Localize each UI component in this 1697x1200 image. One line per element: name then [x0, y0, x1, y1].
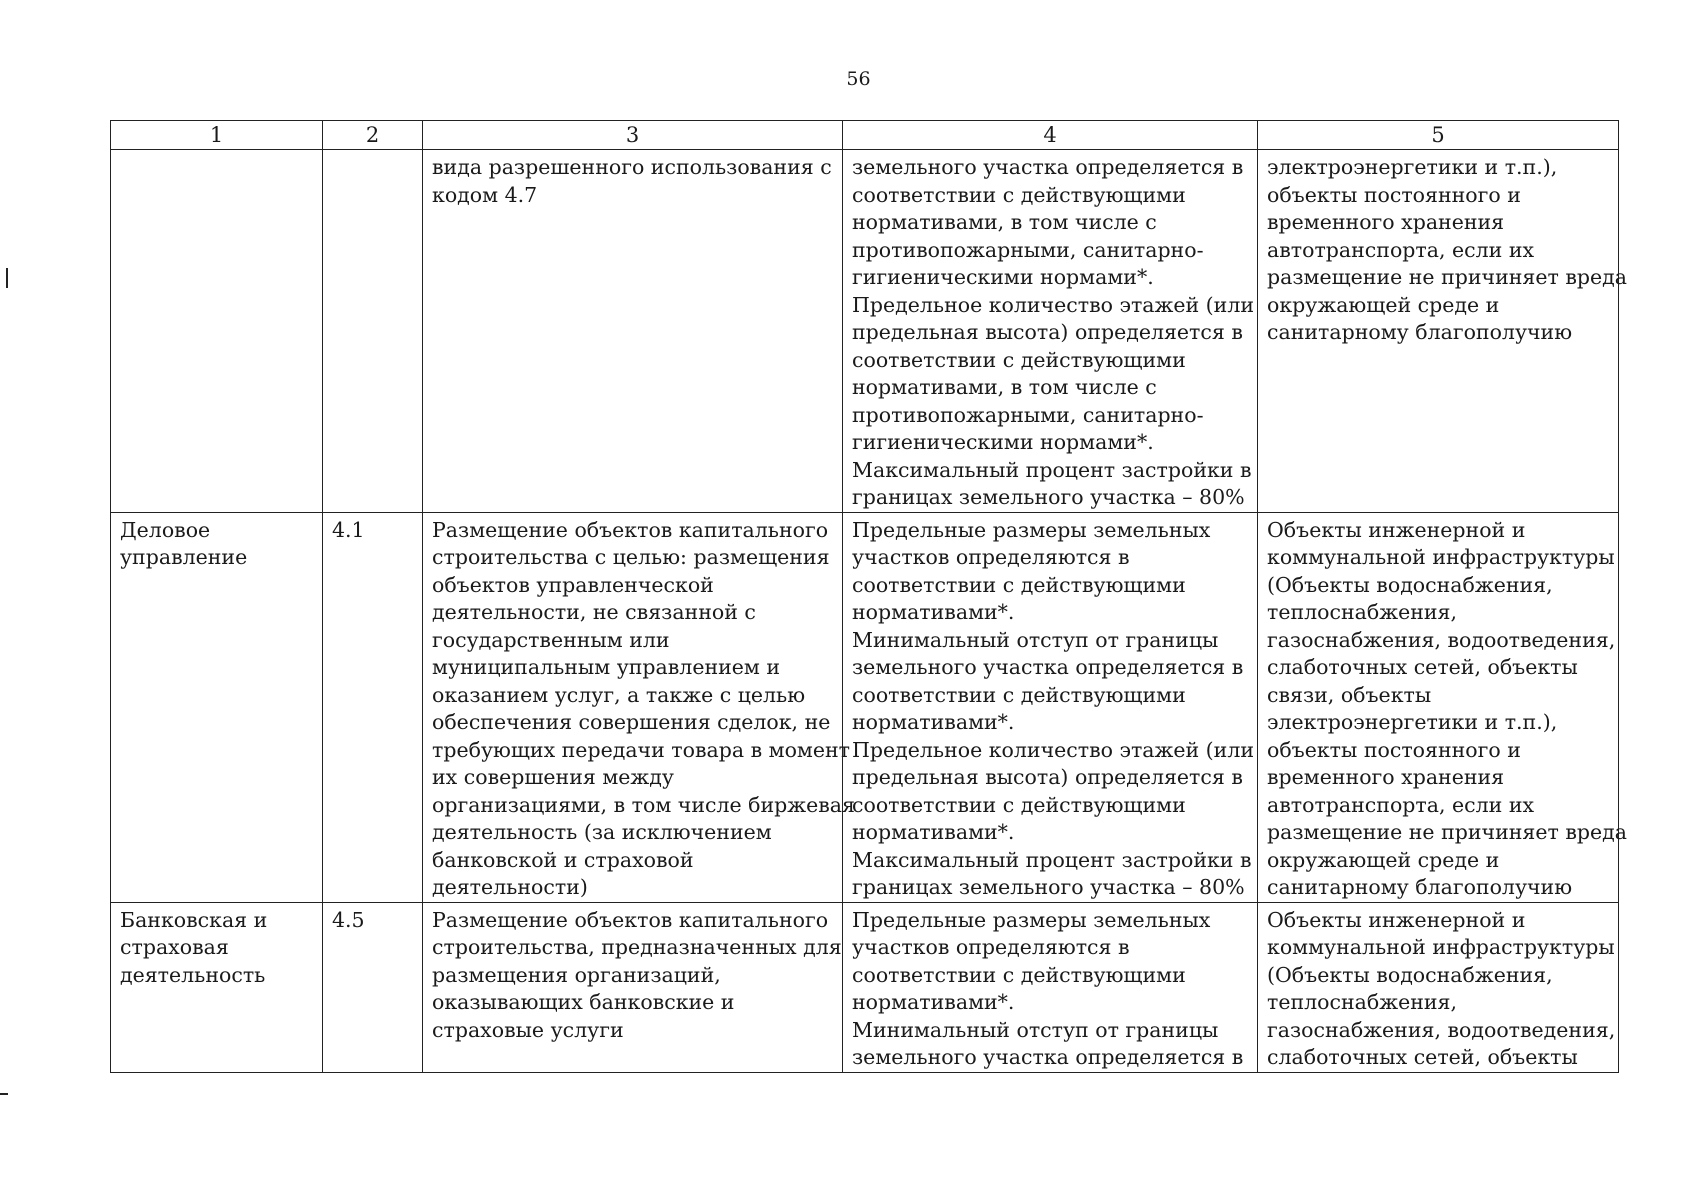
cell-text-line: их совершения между — [432, 765, 674, 789]
table-cell-col5 — [1258, 902, 1619, 1072]
cell-text-line: слаботочных сетей, объекты — [1267, 1045, 1578, 1069]
cell-text-line: электроэнергетики и т.п.), — [1267, 155, 1558, 179]
cell-text-line: границах земельного участка – 80% — [852, 485, 1245, 509]
cell-text-line: оказывающих банковские и — [432, 990, 735, 1014]
cell-text-line: Объекты инженерной и — [1267, 907, 1526, 932]
cell-text-line: Банковская и — [120, 907, 268, 932]
scan-mark-left-lower — [0, 1093, 8, 1095]
cell-text-line: соответствии с действующими — [852, 962, 1186, 987]
scan-mark-left-upper — [6, 268, 8, 288]
cell-text-line: Размещение объектов капитального — [432, 517, 829, 542]
table-header-row — [111, 121, 1619, 150]
cell-text-line: Минимальный отступ от границы — [852, 627, 1219, 652]
cell-text-line: Предельные размеры земельных — [852, 907, 1211, 932]
cell-text-line: участков определяются в — [852, 935, 1130, 959]
header-cell-2: 2 — [323, 121, 423, 150]
cell-text-line: требующих передачи товара в момент — [432, 737, 851, 762]
cell-text-line: деятельность (за исключением — [432, 820, 772, 844]
cell-text-line: соответствии с действующими — [852, 792, 1186, 817]
header-cell-4: 4 — [843, 121, 1258, 150]
table-cell-col2 — [323, 150, 423, 513]
cell-text-line: (Объекты водоснабжения, — [1267, 572, 1553, 597]
cell-text-line: деятельность — [120, 962, 266, 987]
cell-text-line: теплоснабжения, — [1267, 600, 1457, 624]
cell-text-line: управление — [120, 545, 248, 569]
header-cell-5: 5 — [1258, 121, 1619, 150]
cell-text-line: противопожарными, санитарно- — [852, 402, 1204, 427]
cell-text-line: Размещение объектов капитального — [432, 907, 829, 932]
cell-text-line: нормативами*. — [852, 710, 1015, 734]
cell-text-line: соответствии с действующими — [852, 347, 1186, 372]
cell-text-line: земельного участка определяется в — [852, 655, 1244, 679]
table-cell-col5 — [1258, 512, 1627, 902]
cell-text-line: земельного участка определяется в — [852, 155, 1244, 179]
cell-text-line: оказанием услуг, а также с целью — [432, 682, 806, 707]
cell-text-line: объектов управленческой — [432, 572, 714, 597]
cell-text-line: противопожарными, санитарно- — [852, 237, 1204, 262]
cell-text-line: строительства с целью: размещения — [432, 545, 830, 569]
cell-text-line: Предельные размеры земельных — [852, 517, 1211, 542]
cell-text-line: нормативами*. — [852, 600, 1015, 624]
cell-text-line: нормативами*. — [852, 820, 1015, 844]
cell-text-line: гигиеническими нормами*. — [852, 265, 1154, 289]
cell-text-line: предельная высота) определяется в — [852, 320, 1243, 344]
cell-text-line: размещение не причиняет вреда — [1267, 820, 1627, 844]
table-cell-col4 — [843, 512, 1258, 902]
cell-text-line: обеспечения совершения сделок, не — [432, 710, 831, 734]
page-number: 56 — [846, 68, 871, 90]
cell-text-line: теплоснабжения, — [1267, 990, 1457, 1014]
cell-text-line: нормативами, в том числе с — [852, 210, 1157, 234]
cell-text-line: автотранспорта, если их — [1267, 792, 1535, 817]
cell-text-line: строительства, предназначенных для — [432, 935, 842, 959]
cell-text-line: деятельности, не связанной с — [432, 600, 756, 624]
cell-text-line: страховые услуги — [432, 1017, 624, 1042]
cell-text-line: Объекты инженерной и — [1267, 517, 1526, 542]
cell-text-line: коммунальной инфраструктуры — [1267, 935, 1615, 959]
cell-text-line: санитарному благополучию — [1267, 875, 1573, 899]
cell-text-line: соответствии с действующими — [852, 682, 1186, 707]
cell-text-line: окружающей среде и — [1267, 292, 1500, 317]
cell-text-line: газоснабжения, водоотведения, — [1267, 627, 1616, 652]
cell-text-code: 4.1 — [332, 517, 365, 542]
cell-text-line: земельного участка определяется в — [852, 1045, 1244, 1069]
cell-text-line: (Объекты водоснабжения, — [1267, 962, 1553, 987]
cell-text-line: Предельное количество этажей (или — [852, 292, 1255, 317]
table-row — [111, 150, 1619, 513]
table-cell-col5 — [1258, 150, 1627, 513]
cell-text-line: муниципальным управлением и — [432, 655, 781, 679]
table-row — [111, 512, 1619, 902]
cell-text-line: нормативами*. — [852, 990, 1015, 1014]
cell-text-line: вида разрешенного использования с — [432, 155, 832, 179]
cell-text-line: электроэнергетики и т.п.), — [1267, 710, 1558, 734]
cell-text-line: участков определяются в — [852, 545, 1130, 569]
cell-text-line: деятельности) — [432, 875, 588, 899]
cell-text-line: санитарному благополучию — [1267, 320, 1573, 344]
cell-text-line: объекты постоянного и — [1267, 182, 1521, 207]
table-cell-col3 — [423, 902, 843, 1072]
table-cell-col4 — [843, 150, 1258, 513]
cell-text-line: размещение не причиняет вреда — [1267, 265, 1627, 289]
table-cell-col3 — [423, 512, 855, 902]
cell-text-line: автотранспорта, если их — [1267, 237, 1535, 262]
cell-text-line: государственным или — [432, 627, 670, 652]
cell-text-line: соответствии с действующими — [852, 572, 1186, 597]
table-cell-col1 — [111, 512, 323, 902]
cell-text-line: окружающей среде и — [1267, 847, 1500, 872]
cell-text-line: газоснабжения, водоотведения, — [1267, 1017, 1616, 1042]
cell-text-line: временного хранения — [1267, 210, 1505, 234]
cell-text-line: временного хранения — [1267, 765, 1505, 789]
zoning-table — [110, 120, 1627, 1073]
header-cell-1: 1 — [111, 121, 323, 150]
table-row — [111, 902, 1619, 1072]
table-cell-col2 — [323, 512, 423, 902]
cell-text-line: Предельное количество этажей (или — [852, 737, 1255, 762]
cell-text-line: границах земельного участка – 80% — [852, 875, 1245, 899]
table-cell-col2 — [323, 902, 423, 1072]
cell-text-line: организациями, в том числе биржевая — [432, 792, 855, 817]
table-cell-col1 — [111, 902, 323, 1072]
cell-text-code: 4.5 — [332, 907, 365, 932]
cell-text-line: страховая — [120, 935, 229, 959]
cell-text-line: объекты постоянного и — [1267, 737, 1521, 762]
header-cell-3: 3 — [423, 121, 843, 150]
cell-text-line: предельная высота) определяется в — [852, 765, 1243, 789]
cell-text-line: нормативами, в том числе с — [852, 375, 1157, 399]
cell-text-line: гигиеническими нормами*. — [852, 430, 1154, 454]
cell-text-line: банковской и страховой — [432, 847, 694, 872]
table-cell-col4 — [843, 902, 1258, 1072]
table-cell-col1 — [111, 150, 323, 513]
cell-text-line: кодом 4.7 — [432, 182, 538, 207]
table-cell-col3 — [423, 150, 843, 513]
cell-text-line: Деловое — [120, 517, 211, 542]
cell-text-line: соответствии с действующими — [852, 182, 1186, 207]
cell-text-line: связи, объекты — [1267, 682, 1432, 707]
cell-text-line: Минимальный отступ от границы — [852, 1017, 1219, 1042]
cell-text-line: Максимальный процент застройки в — [852, 847, 1252, 872]
cell-text-line: размещения организаций, — [432, 962, 721, 987]
cell-text-line: коммунальной инфраструктуры — [1267, 545, 1615, 569]
cell-text-line: слаботочных сетей, объекты — [1267, 655, 1578, 679]
cell-text-line: Максимальный процент застройки в — [852, 457, 1252, 482]
